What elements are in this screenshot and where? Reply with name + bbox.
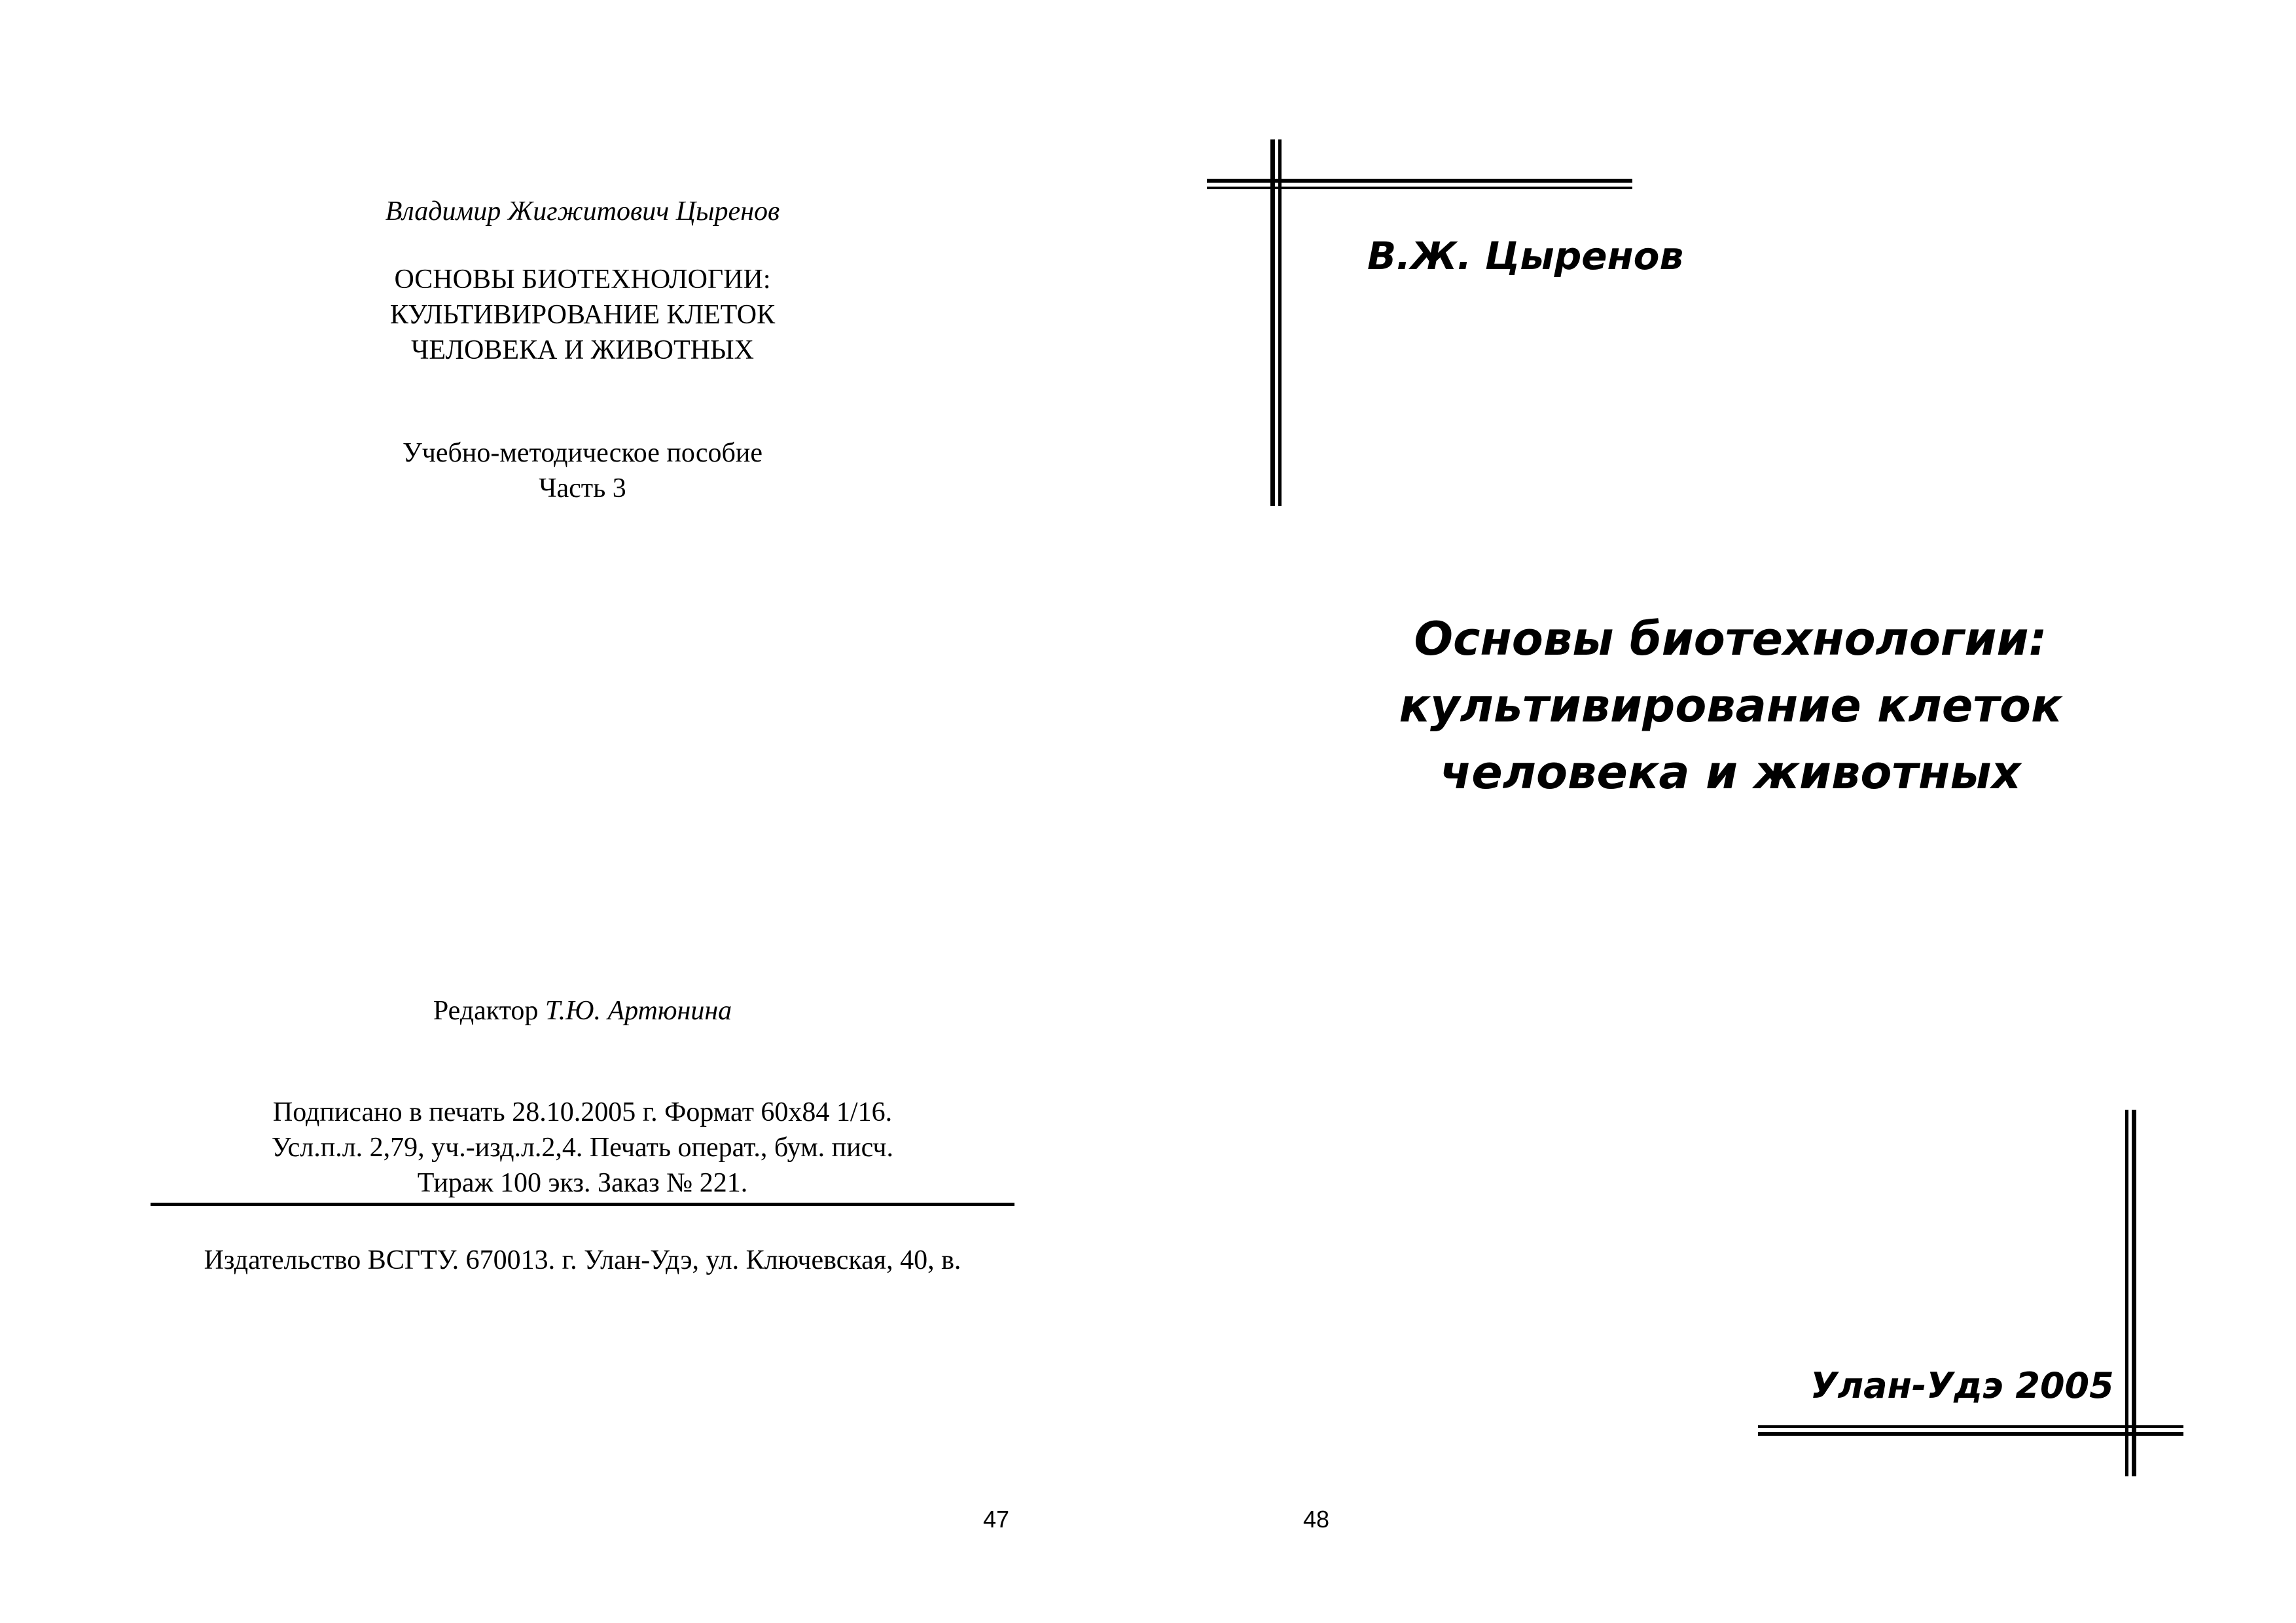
- author-fullname: Владимир Жигжитович Цыренов: [385, 196, 780, 227]
- ornament-bar: [1758, 1432, 2183, 1436]
- separator-rule: [151, 1203, 1014, 1206]
- editor-label: Редактор: [433, 996, 539, 1026]
- imprint-line: Подписано в печать 28.10.2005 г. Формат 60х84 1/16.: [272, 1097, 893, 1127]
- right-page: [1148, 0, 2296, 1623]
- ornament-bar: [2125, 1110, 2128, 1476]
- ornament-bar: [1207, 179, 1632, 183]
- cover-title-line: Основы биотехнологии:: [1414, 612, 2047, 666]
- subtitle-line: Учебно-методическое пособие: [402, 438, 763, 468]
- cover-city-year: Улан-Удэ 2005: [1810, 1365, 2114, 1406]
- part-line: Часть 3: [539, 473, 626, 503]
- cover-author: В.Ж. Цыренов: [1367, 234, 1684, 278]
- title-line: ЧЕЛОВЕКА И ЖИВОТНЫХ: [411, 335, 754, 365]
- ornament-bar: [1270, 139, 1275, 506]
- publisher-line: Издательство ВСГТУ. 670013. г. Улан-Удэ, ул. Ключевская, 40, в.: [204, 1245, 961, 1275]
- ornament-bar: [1278, 139, 1282, 506]
- ornament-bar: [1758, 1425, 2183, 1428]
- page-number: 47: [982, 1506, 1010, 1533]
- imprint-details: [272, 1095, 893, 1201]
- cover-title-line: культивирование клеток: [1399, 679, 2062, 733]
- subtitle-block: [403, 435, 762, 506]
- imprint-line: Усл.п.л. 2,79, уч.-изд.л.2,4. Печать операт., бум. писч.: [271, 1133, 894, 1163]
- title-line: ОСНОВЫ БИОТЕХНОЛОГИИ:: [394, 264, 771, 295]
- ornament-bar: [2132, 1110, 2136, 1476]
- book-title-caps: [390, 262, 775, 368]
- imprint-line: Тираж 100 экз. Заказ № 221.: [417, 1168, 748, 1198]
- title-line: КУЛЬТИВИРОВАНИЕ КЛЕТОК: [389, 300, 776, 330]
- editor-line: [433, 993, 732, 1029]
- ornament-bar: [1207, 187, 1632, 189]
- cover-title-line: человека и животных: [1440, 746, 2021, 799]
- page-number: 48: [1302, 1506, 1330, 1533]
- editor-name: Т.Ю. Артюнина: [545, 996, 732, 1026]
- cover-title: [1399, 606, 2062, 806]
